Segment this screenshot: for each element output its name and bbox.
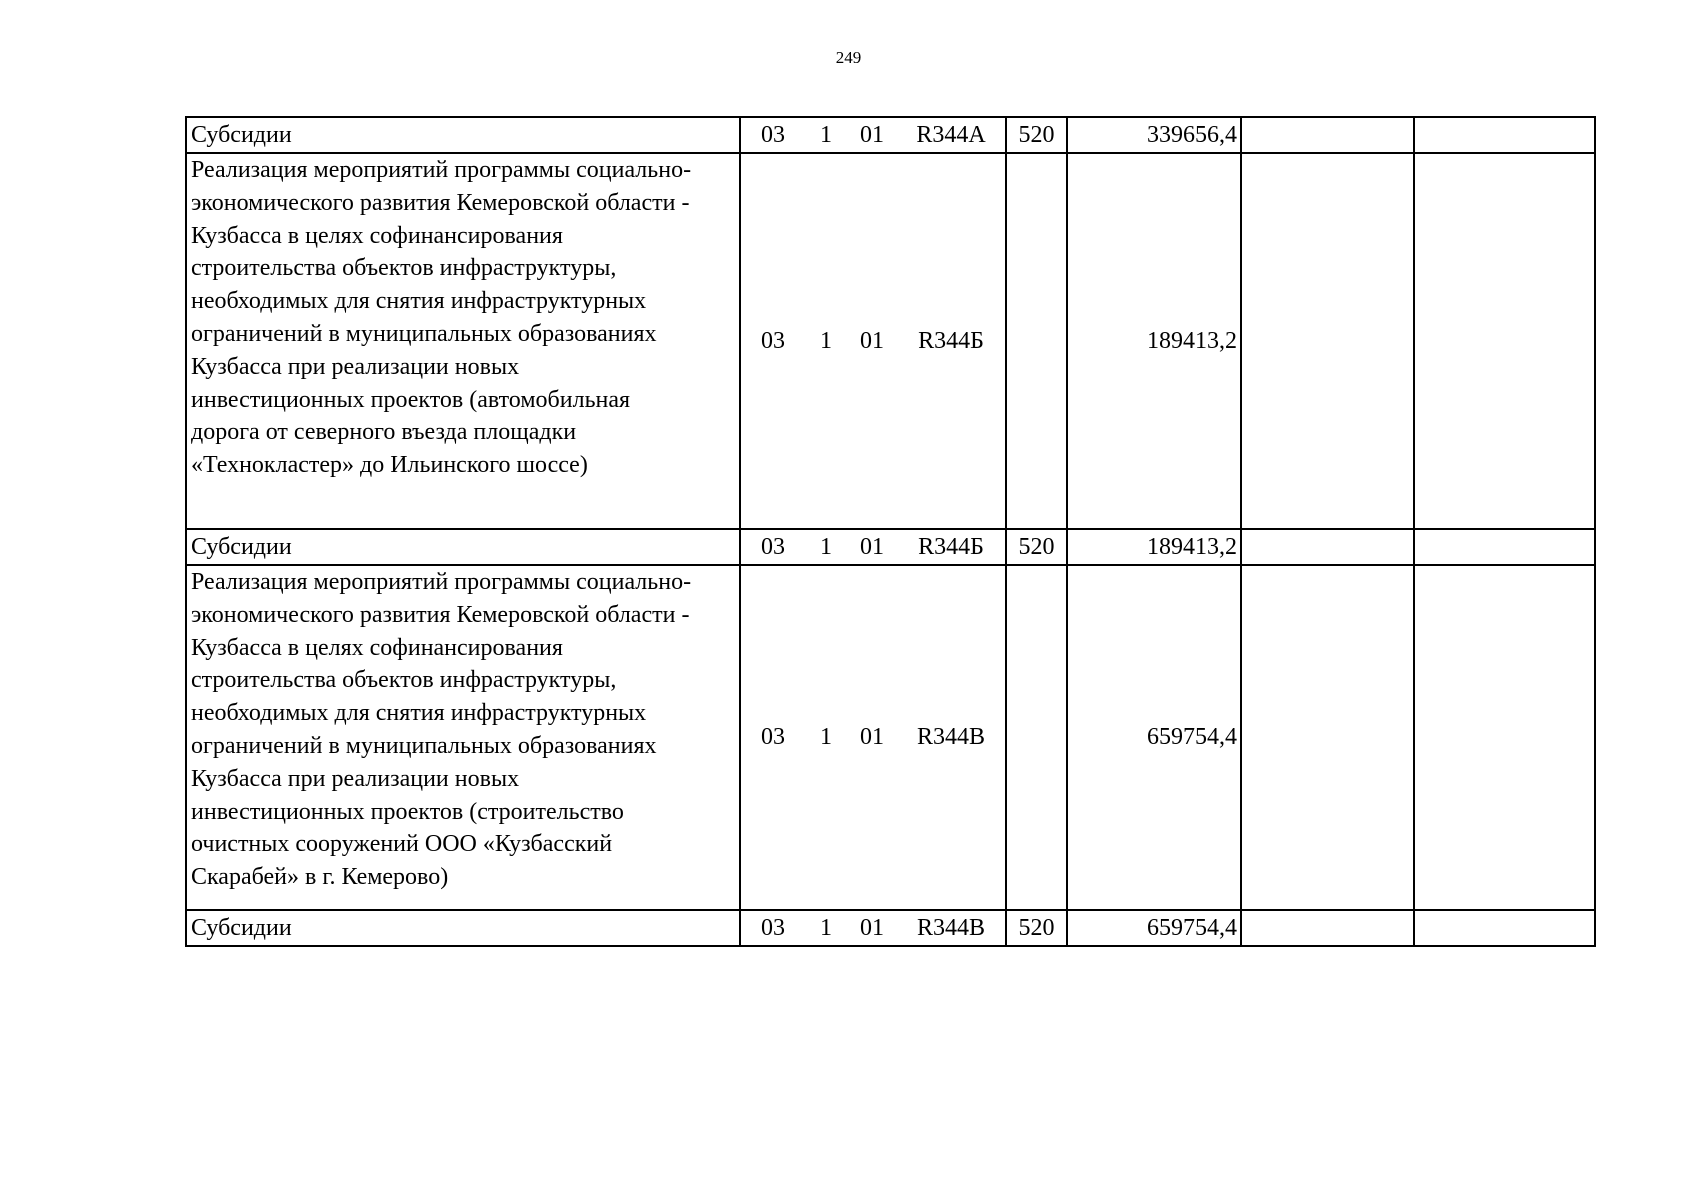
- direction-code: R344В: [916, 724, 985, 751]
- program-code: 1: [820, 121, 832, 148]
- amount-cell: 189413,2: [1067, 529, 1241, 565]
- section-code: 03: [761, 533, 785, 560]
- section-code: 03: [761, 914, 785, 941]
- empty-cell: [1414, 117, 1595, 153]
- expense-type-cell: [1006, 153, 1067, 529]
- direction-code: R344Б: [918, 533, 984, 560]
- subprogram-code: 01: [860, 914, 884, 941]
- row-description: Субсидии: [186, 117, 740, 153]
- subprogram-code: 01: [860, 121, 884, 148]
- expense-type-cell: 520: [1006, 910, 1067, 946]
- description-line: инвестиционных проектов (строительство: [191, 798, 624, 825]
- description-line: Реализация мероприятий программы социально-: [191, 157, 692, 183]
- code-cell: [740, 117, 1006, 153]
- program-code: 1: [820, 327, 832, 354]
- empty-cell: [1414, 565, 1595, 910]
- row-description: Субсидии: [186, 529, 740, 565]
- code-cell: [740, 565, 1006, 910]
- description-line: строительства объектов инфраструктуры,: [191, 667, 617, 694]
- amount-cell: 659754,4: [1067, 910, 1241, 946]
- direction-code: R344В: [916, 914, 985, 941]
- code-cell: [740, 153, 1006, 529]
- description-line: дорога от северного въезда площадки: [191, 419, 577, 446]
- empty-cell: [1414, 529, 1595, 565]
- table-row: [186, 910, 1595, 946]
- description-line: «Технокластер» до Ильинского шоссе): [191, 452, 588, 479]
- code-cell: [740, 910, 1006, 946]
- empty-cell: [1241, 153, 1414, 529]
- description-line: экономического развития Кемеровской области -: [191, 601, 690, 628]
- empty-cell: [1241, 117, 1414, 153]
- description-line: ограничений в муниципальных образованиях: [191, 732, 657, 759]
- budget-table: [185, 116, 1596, 947]
- amount-cell: 189413,2: [1067, 153, 1241, 529]
- expense-type-cell: [1006, 565, 1067, 910]
- description-line: Кузбасса в целях софинансирования: [191, 634, 563, 661]
- page-number: 249: [835, 48, 862, 67]
- description-line: необходимых для снятия инфраструктурных: [191, 288, 647, 315]
- empty-cell: [1241, 910, 1414, 946]
- description-line: инвестиционных проектов (автомобильная: [191, 386, 631, 413]
- table-row: [186, 153, 1595, 529]
- program-code: 1: [820, 724, 832, 751]
- expense-type-cell: 520: [1006, 529, 1067, 565]
- row-description: [186, 565, 740, 910]
- empty-cell: [1241, 529, 1414, 565]
- description-line: Кузбасса при реализации новых: [191, 765, 520, 792]
- description-line: Кузбасса в целях софинансирования: [191, 222, 563, 249]
- empty-cell: [1241, 565, 1414, 910]
- section-code: 03: [761, 121, 785, 148]
- description-line: Реализация мероприятий программы социально-: [191, 569, 692, 595]
- table-row: [186, 117, 1595, 153]
- description-line: экономического развития Кемеровской области -: [191, 189, 690, 216]
- subprogram-code: 01: [860, 327, 884, 354]
- description-line: Скарабей» в г. Кемерово): [191, 864, 449, 891]
- description-line: Кузбасса при реализации новых: [191, 353, 520, 380]
- description-line: очистных сооружений ООО «Кузбасский: [191, 831, 613, 858]
- amount-cell: 659754,4: [1067, 565, 1241, 910]
- program-code: 1: [820, 533, 832, 560]
- direction-code: R344Б: [918, 327, 984, 354]
- table-row: [186, 565, 1595, 910]
- section-code: 03: [761, 724, 785, 751]
- subprogram-code: 01: [860, 533, 884, 560]
- subprogram-code: 01: [860, 724, 884, 751]
- description-line: необходимых для снятия инфраструктурных: [191, 700, 647, 727]
- expense-type-cell: 520: [1006, 117, 1067, 153]
- description-line: строительства объектов инфраструктуры,: [191, 255, 617, 282]
- row-description: Субсидии: [186, 910, 740, 946]
- amount-cell: 339656,4: [1067, 117, 1241, 153]
- empty-cell: [1414, 153, 1595, 529]
- description-line: ограничений в муниципальных образованиях: [191, 320, 657, 347]
- code-cell: [740, 529, 1006, 565]
- table-row: [186, 529, 1595, 565]
- direction-code: R344А: [916, 121, 986, 148]
- row-description: [186, 153, 740, 529]
- empty-cell: [1414, 910, 1595, 946]
- section-code: 03: [761, 327, 785, 354]
- program-code: 1: [820, 914, 832, 941]
